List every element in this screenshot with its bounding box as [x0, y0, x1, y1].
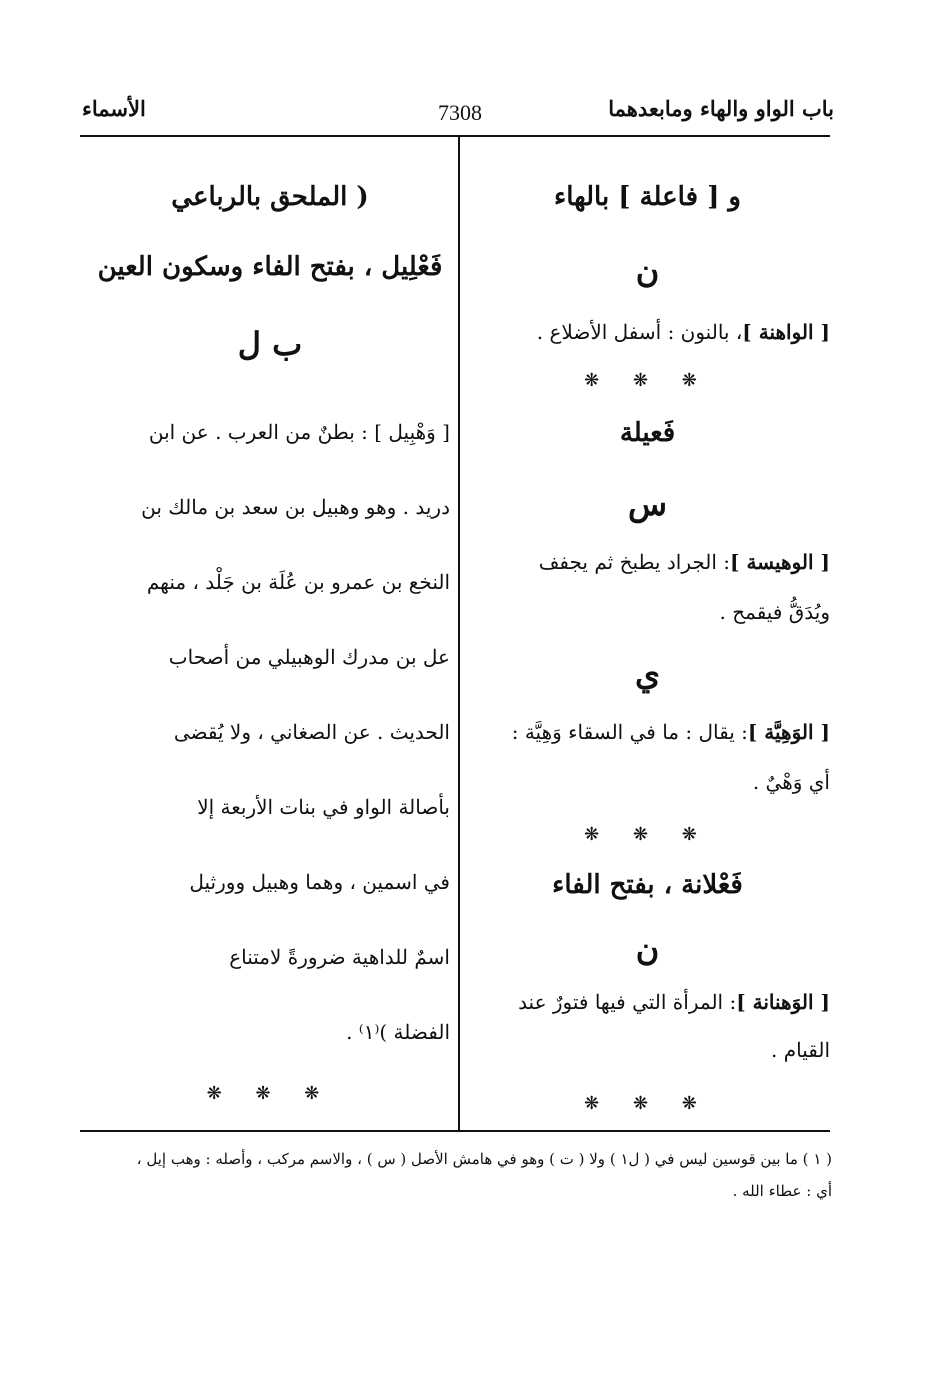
footnote-line-1: ( ١ ) ما بين قوسين ليس في ( ل١ ) ولا ( ت ) وهو في هامش الأصل ( س ) ، والاسم مركب ، وأصله : وهب إيل ، — [136, 1150, 832, 1168]
entry-term: [ الوَهِيَّة ] — [747, 720, 830, 744]
heading-letter-nun: ن — [635, 252, 660, 290]
text-line: عل بن مدرك الوهبيلي من أصحاب — [168, 645, 450, 669]
separator-stars: ❋ ❋ ❋ — [584, 824, 711, 845]
separator-stars: ❋ ❋ ❋ — [206, 1083, 334, 1104]
text-line: النخع بن عمرو بن عُلَة بن جَلْد ، منهم — [146, 570, 450, 594]
text-line: [ وَهْبِيل ] : بطنٌ من العرب . عن ابن — [148, 420, 450, 444]
text-line: بأصالة الواو في بنات الأربعة إلا — [197, 795, 450, 819]
heading-letter-ya: ي — [634, 655, 661, 693]
header-rule — [80, 135, 830, 137]
entry-wahiyya — [465, 720, 830, 744]
heading-mulhaq-rubai: ( الملحق بالرباعي — [171, 182, 369, 212]
heading-filil: فَعْلِيل ، بفتح الفاء وسكون العين — [97, 252, 443, 282]
entry-wahina — [465, 320, 830, 344]
page-number: 7308 — [438, 100, 482, 125]
heading-ba-lam: ب ل — [237, 325, 303, 363]
entry-text: : يقال : ما في السقاء وَهِيَّة : — [511, 720, 748, 744]
text-line: الحديث . عن الصغاني ، ولا يُقضى — [173, 720, 450, 744]
heading-letter-nun-2: ن — [635, 930, 660, 968]
running-header-section: الأسماء — [82, 96, 146, 121]
footnote-rule — [80, 1130, 830, 1132]
entry-wahiyya-cont: أي وَهْيٌ . — [752, 770, 830, 794]
entry-wahisa-cont: ويُدَقُّ فيقمح . — [719, 600, 830, 624]
entry-term: [ الوَهنانة ] — [736, 990, 830, 1014]
running-header-chapter: باب الواو والهاء ومابعدهما — [608, 96, 834, 121]
entry-text: ، بالنون : أسفل الأضلاع . — [536, 320, 743, 344]
heading-falana: فَعْلانة ، بفتح الفاء — [552, 870, 743, 900]
entry-term: [ الوهيسة ] — [730, 550, 830, 574]
footnote-line-2: أي : عطاء الله . — [732, 1182, 832, 1200]
separator-stars: ❋ ❋ ❋ — [584, 1093, 711, 1114]
column-divider — [458, 137, 460, 1132]
text-line: الفضلة )⁽١⁾ . — [346, 1020, 450, 1044]
heading-letter-sin: س — [627, 485, 668, 523]
entry-text: : الجراد يطبخ ثم يجفف — [538, 550, 731, 574]
entry-wahnana — [465, 990, 830, 1014]
text-line: في اسمين ، وهما وهبيل وورثيل — [189, 870, 450, 894]
heading-faila-haa: و [ فاعلة ] بالهاء — [554, 182, 741, 212]
heading-fail: فَعيلة — [619, 418, 676, 448]
entry-wahisa — [465, 550, 830, 574]
separator-stars: ❋ ❋ ❋ — [584, 370, 711, 391]
entry-term: [ الواهنة ] — [742, 320, 830, 344]
text-line: دريد . وهو وهبيل بن سعد بن مالك بن — [141, 495, 450, 519]
entry-text: : المرأة التي فيها فتورٌ عند — [518, 990, 737, 1014]
text-line: اسمٌ للداهية ضرورةً لامتناع — [229, 945, 450, 969]
entry-wahnana-cont: القيام . — [771, 1038, 830, 1062]
